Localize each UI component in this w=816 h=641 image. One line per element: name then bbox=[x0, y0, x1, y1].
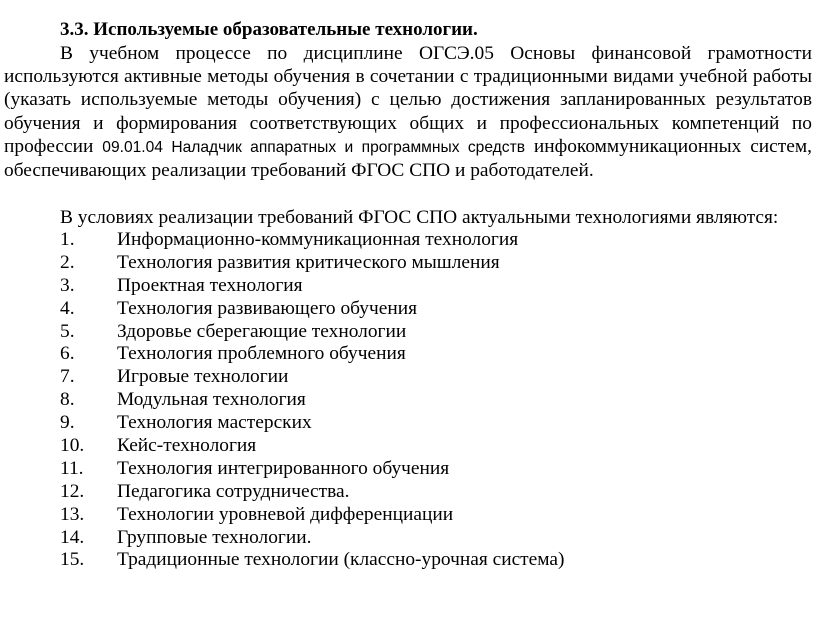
list-item-number: 9. bbox=[60, 412, 75, 434]
section-heading: 3.3. Используемые образовательные технологии. bbox=[60, 19, 478, 40]
list-item-text: Традиционные технологии (классно-урочная система) bbox=[117, 549, 565, 571]
list-item-number: 11. bbox=[60, 457, 84, 479]
list-item-number: 10. bbox=[60, 435, 85, 457]
list-item-text: Информационно-коммуникационная технология bbox=[117, 229, 519, 250]
list-item-number: 8. bbox=[60, 389, 75, 411]
list-item-number: 13. bbox=[60, 503, 85, 525]
list-item-number: 5. bbox=[60, 320, 75, 342]
list-item-number: 4. bbox=[60, 297, 75, 319]
list-item-number: 15. bbox=[60, 549, 85, 571]
list-item-text: Педагогика сотрудничества. bbox=[117, 480, 350, 502]
list-item-text: Групповые технологии. bbox=[117, 526, 312, 548]
list-item-text: Технология развивающего обучения bbox=[117, 297, 418, 319]
profession-name: 09.01.04 Наладчик аппаратных и программных средств bbox=[102, 138, 525, 156]
list-item-number: 6. bbox=[60, 343, 75, 365]
list-item-number: 3. bbox=[60, 274, 75, 296]
list-item-text: Технология интегрированного обучения bbox=[117, 457, 450, 479]
list-item-number: 14. bbox=[60, 526, 85, 548]
list-intro: В условиях реализации требований ФГОС СПО актуальными технологиями являются: bbox=[60, 207, 779, 228]
intro-paragraph bbox=[4, 42, 812, 182]
list-item-number: 7. bbox=[60, 366, 75, 388]
intro-text-after: инфокоммуникационных систем, обеспечивающих реализации требований ФГОС СПО и работодателей. bbox=[4, 135, 812, 182]
list-item-number: 2. bbox=[60, 251, 75, 273]
intro-text-before: В учебном процессе по дисциплине ОГСЭ.05 Основы финансовой грамотности используются активные методы обучения в сочетании с традиционными видами учебной работы (указать используемые методы обучения) с целью достижения запланированных результатов обучения и формирования соответствующих общих и профессиональных компетенций по профессии bbox=[4, 43, 812, 157]
list-item-text: Технология развития критического мышления bbox=[117, 251, 500, 273]
list-item-text: Здоровье сберегающие технологии bbox=[117, 320, 407, 342]
list-item-text: Технология проблемного обучения bbox=[117, 343, 406, 365]
list-item-text: Кейс-технология bbox=[117, 435, 257, 457]
list-item-text: Технология мастерских bbox=[117, 412, 312, 434]
list-item-number: 12. bbox=[60, 480, 85, 502]
list-item-number: 1. bbox=[60, 229, 75, 250]
list-item-text: Проектная технология bbox=[117, 274, 303, 296]
list-item-text: Игровые технологии bbox=[117, 366, 289, 388]
list-item-text: Технологии уровневой дифференциации bbox=[117, 503, 454, 525]
list-item-text: Модульная технология bbox=[117, 389, 306, 411]
